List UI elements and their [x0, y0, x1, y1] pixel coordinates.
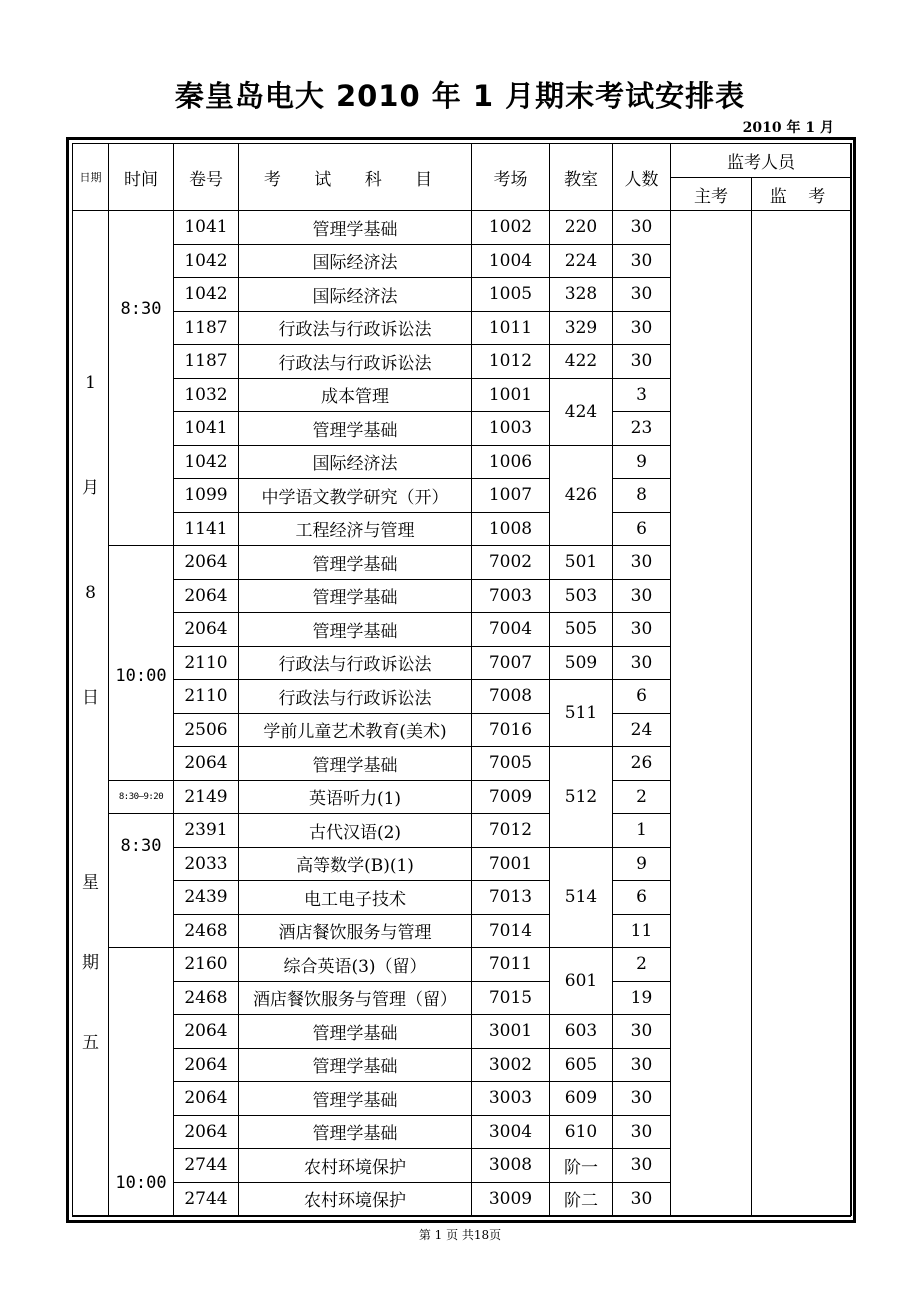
exam-site-cell: 7004 — [472, 613, 550, 647]
paper-no-cell: 2468 — [174, 914, 239, 948]
subject-cell: 管理学基础 — [239, 1115, 472, 1149]
subject-cell: 中学语文教学研究（开） — [239, 479, 472, 513]
subject-cell: 管理学基础 — [239, 1082, 472, 1116]
paper-no-cell: 2064 — [174, 546, 239, 580]
date-char: 期 — [82, 952, 99, 973]
exam-site-cell: 3002 — [472, 1048, 550, 1082]
subject-cell: 行政法与行政诉讼法 — [239, 646, 472, 680]
count-cell: 30 — [613, 1182, 671, 1216]
count-cell: 30 — [613, 211, 671, 245]
exam-site-cell: 7014 — [472, 914, 550, 948]
subject-cell: 国际经济法 — [239, 278, 472, 312]
exam-site-cell: 3009 — [472, 1182, 550, 1216]
count-cell: 24 — [613, 713, 671, 747]
count-cell: 30 — [613, 546, 671, 580]
header-exam-site: 考场 — [472, 144, 550, 211]
exam-site-cell: 7002 — [472, 546, 550, 580]
time-cell: 8:30 — [109, 814, 174, 948]
count-cell: 1 — [613, 814, 671, 848]
page-footer: 第 1 页 共18页 — [418, 1228, 502, 1242]
paper-no-cell: 2160 — [174, 948, 239, 982]
exam-site-cell: 7012 — [472, 814, 550, 848]
subject-cell: 电工电子技术 — [239, 881, 472, 915]
paper-no-cell: 2064 — [174, 1082, 239, 1116]
header-classroom: 教室 — [550, 144, 613, 211]
time-cell: 10:00 — [109, 948, 174, 1216]
count-cell: 30 — [613, 345, 671, 379]
subject-cell: 酒店餐饮服务与管理（留） — [239, 981, 472, 1015]
paper-no-cell: 1141 — [174, 512, 239, 546]
count-cell: 3 — [613, 378, 671, 412]
classroom-cell: 511 — [550, 680, 613, 747]
exam-site-cell: 3001 — [472, 1015, 550, 1049]
count-cell: 30 — [613, 613, 671, 647]
subject-cell: 国际经济法 — [239, 244, 472, 278]
exam-site-cell: 1001 — [472, 378, 550, 412]
exam-schedule-table — [72, 143, 852, 1216]
exam-site-cell: 1004 — [472, 244, 550, 278]
paper-no-cell: 1099 — [174, 479, 239, 513]
paper-no-cell: 2468 — [174, 981, 239, 1015]
header-date-col: 日期 — [73, 144, 109, 211]
subject-cell: 国际经济法 — [239, 445, 472, 479]
subject-cell: 管理学基础 — [239, 1048, 472, 1082]
classroom-cell: 605 — [550, 1048, 613, 1082]
date-char: 月 — [82, 477, 99, 498]
paper-no-cell: 2033 — [174, 847, 239, 881]
paper-no-cell: 2391 — [174, 814, 239, 848]
subject-cell: 成本管理 — [239, 378, 472, 412]
exam-site-cell: 7007 — [472, 646, 550, 680]
header-proctors: 监考人员 — [671, 144, 852, 178]
exam-site-cell: 3004 — [472, 1115, 550, 1149]
classroom-cell: 329 — [550, 311, 613, 345]
exam-site-cell: 7013 — [472, 881, 550, 915]
count-cell: 30 — [613, 1015, 671, 1049]
header-invigilator: 监 考 — [752, 178, 852, 211]
subject-cell: 古代汉语(2) — [239, 814, 472, 848]
paper-no-cell: 1042 — [174, 244, 239, 278]
subject-cell: 工程经济与管理 — [239, 512, 472, 546]
exam-site-cell: 7016 — [472, 713, 550, 747]
subject-cell: 学前儿童艺术教育(美术) — [239, 713, 472, 747]
subject-cell: 农村环境保护 — [239, 1182, 472, 1216]
classroom-cell: 610 — [550, 1115, 613, 1149]
subject-cell: 高等数学(B)(1) — [239, 847, 472, 881]
count-cell: 30 — [613, 579, 671, 613]
paper-no-cell: 1187 — [174, 345, 239, 379]
count-cell: 30 — [613, 1082, 671, 1116]
count-cell: 9 — [613, 847, 671, 881]
count-cell: 30 — [613, 1048, 671, 1082]
classroom-cell: 422 — [550, 345, 613, 379]
paper-no-cell: 1042 — [174, 445, 239, 479]
count-cell: 2 — [613, 948, 671, 982]
classroom-cell: 224 — [550, 244, 613, 278]
classroom-cell: 501 — [550, 546, 613, 580]
subject-cell: 农村环境保护 — [239, 1149, 472, 1183]
time-cell: 8:30 — [109, 211, 174, 546]
date-cell — [73, 211, 109, 1216]
exam-site-cell: 1006 — [472, 445, 550, 479]
exam-site-cell: 7011 — [472, 948, 550, 982]
count-cell: 6 — [613, 680, 671, 714]
classroom-cell: 509 — [550, 646, 613, 680]
exam-site-cell: 1003 — [472, 412, 550, 446]
paper-no-cell: 1041 — [174, 211, 239, 245]
exam-site-cell: 1008 — [472, 512, 550, 546]
date-char: 日 — [82, 687, 99, 708]
exam-site-cell: 7005 — [472, 747, 550, 781]
classroom-cell: 阶一 — [550, 1149, 613, 1183]
subject-cell: 管理学基础 — [239, 412, 472, 446]
time-cell: 8:30—9:20 — [109, 780, 174, 814]
classroom-cell: 503 — [550, 579, 613, 613]
count-cell: 9 — [613, 445, 671, 479]
subject-cell: 酒店餐饮服务与管理 — [239, 914, 472, 948]
paper-no-cell: 2064 — [174, 613, 239, 647]
paper-no-cell: 2744 — [174, 1182, 239, 1216]
exam-site-cell: 7015 — [472, 981, 550, 1015]
subject-cell: 英语听力(1) — [239, 780, 472, 814]
subject-cell: 管理学基础 — [239, 1015, 472, 1049]
classroom-cell: 424 — [550, 378, 613, 445]
classroom-cell: 609 — [550, 1082, 613, 1116]
classroom-cell: 阶二 — [550, 1182, 613, 1216]
date-char: 1 — [85, 372, 96, 393]
count-cell: 23 — [613, 412, 671, 446]
date-char: 8 — [85, 582, 96, 603]
paper-no-cell: 2064 — [174, 579, 239, 613]
subject-cell: 综合英语(3)（留） — [239, 948, 472, 982]
subject-cell: 管理学基础 — [239, 546, 472, 580]
exam-site-cell: 1012 — [472, 345, 550, 379]
classroom-cell: 505 — [550, 613, 613, 647]
paper-no-cell: 2110 — [174, 680, 239, 714]
count-cell: 30 — [613, 1149, 671, 1183]
exam-site-cell: 1005 — [472, 278, 550, 312]
classroom-cell: 220 — [550, 211, 613, 245]
paper-no-cell: 2744 — [174, 1149, 239, 1183]
count-cell: 30 — [613, 646, 671, 680]
subject-cell: 管理学基础 — [239, 579, 472, 613]
count-cell: 30 — [613, 311, 671, 345]
paper-no-cell: 2439 — [174, 881, 239, 915]
table-row — [73, 211, 852, 245]
count-cell: 30 — [613, 278, 671, 312]
exam-site-cell: 3008 — [472, 1149, 550, 1183]
invigilator-cell — [752, 211, 852, 1216]
count-cell: 6 — [613, 881, 671, 915]
paper-no-cell: 1041 — [174, 412, 239, 446]
paper-no-cell: 2506 — [174, 713, 239, 747]
count-cell: 30 — [613, 244, 671, 278]
subject-cell: 管理学基础 — [239, 211, 472, 245]
classroom-cell: 328 — [550, 278, 613, 312]
exam-site-cell: 1011 — [472, 311, 550, 345]
count-cell: 11 — [613, 914, 671, 948]
exam-site-cell: 1002 — [472, 211, 550, 245]
paper-no-cell: 2064 — [174, 1048, 239, 1082]
date-char: 五 — [82, 1032, 99, 1053]
time-cell: 10:00 — [109, 546, 174, 781]
count-cell: 30 — [613, 1115, 671, 1149]
subject-cell: 管理学基础 — [239, 613, 472, 647]
exam-site-cell: 7001 — [472, 847, 550, 881]
classroom-cell: 601 — [550, 948, 613, 1015]
subject-cell: 管理学基础 — [239, 747, 472, 781]
exam-site-cell: 3003 — [472, 1082, 550, 1116]
count-cell: 26 — [613, 747, 671, 781]
paper-no-cell: 2064 — [174, 1015, 239, 1049]
paper-no-cell: 2110 — [174, 646, 239, 680]
count-cell: 2 — [613, 780, 671, 814]
count-cell: 6 — [613, 512, 671, 546]
paper-no-cell: 2064 — [174, 1115, 239, 1149]
paper-no-cell: 1032 — [174, 378, 239, 412]
paper-no-cell: 2064 — [174, 747, 239, 781]
header-date: 2010 年 1 月 — [742, 120, 834, 136]
header-count: 人数 — [613, 144, 671, 211]
header-subject: 考 试 科 目 — [239, 144, 472, 211]
paper-no-cell: 1187 — [174, 311, 239, 345]
subject-cell: 行政法与行政诉讼法 — [239, 345, 472, 379]
classroom-cell: 514 — [550, 847, 613, 948]
subject-cell: 行政法与行政诉讼法 — [239, 680, 472, 714]
exam-site-cell: 7003 — [472, 579, 550, 613]
paper-no-cell: 2149 — [174, 780, 239, 814]
count-cell: 19 — [613, 981, 671, 1015]
header-paper-no: 卷号 — [174, 144, 239, 211]
chief-proctor-cell — [671, 211, 752, 1216]
classroom-cell: 603 — [550, 1015, 613, 1049]
exam-site-cell: 7008 — [472, 680, 550, 714]
subject-cell: 行政法与行政诉讼法 — [239, 311, 472, 345]
count-cell: 8 — [613, 479, 671, 513]
exam-site-cell: 7009 — [472, 780, 550, 814]
date-char: 星 — [82, 872, 99, 893]
header-chief: 主考 — [671, 178, 752, 211]
paper-no-cell: 1042 — [174, 278, 239, 312]
page-title: 秦皇岛电大 2010 年 1 月期末考试安排表 — [174, 79, 746, 113]
header-time: 时间 — [109, 144, 174, 211]
classroom-cell: 512 — [550, 747, 613, 848]
classroom-cell: 426 — [550, 445, 613, 546]
exam-site-cell: 1007 — [472, 479, 550, 513]
